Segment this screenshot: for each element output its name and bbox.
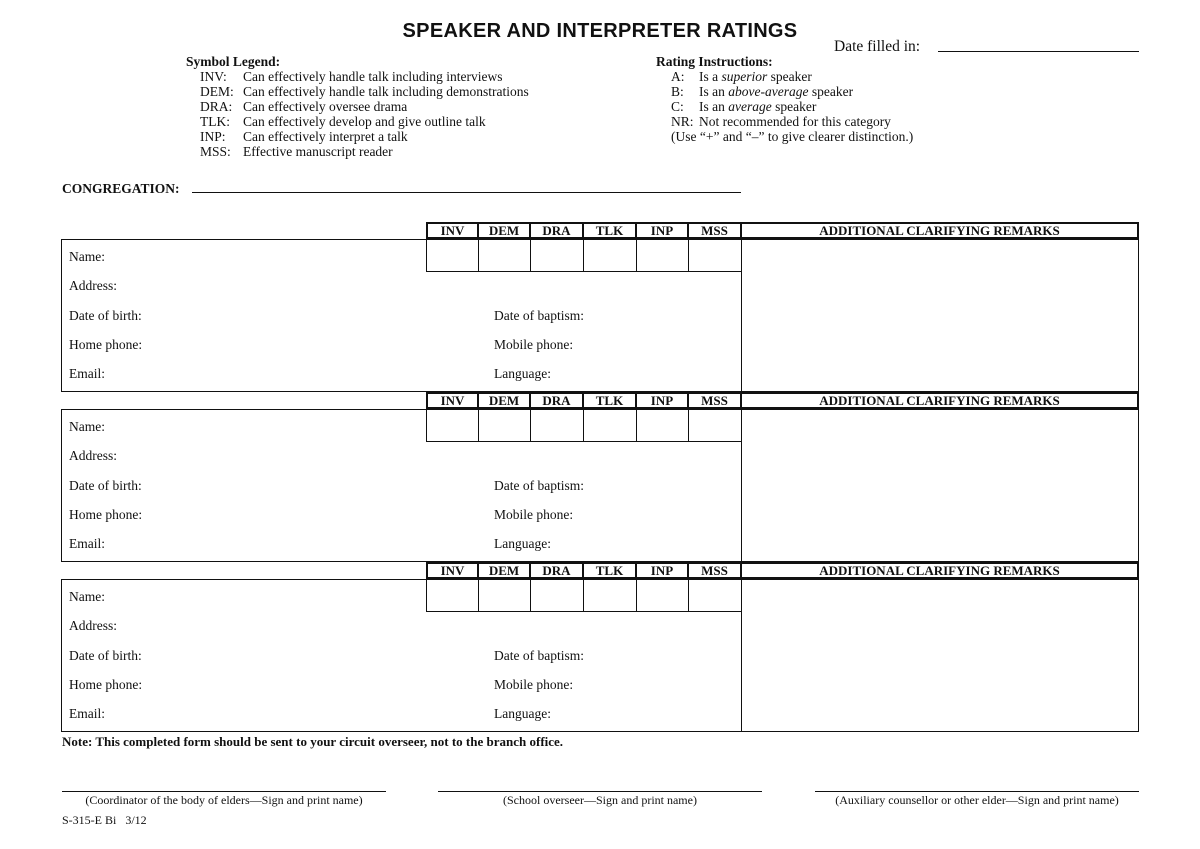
rating-item <box>656 114 913 129</box>
legend-item <box>186 129 529 144</box>
rating-cell-dra[interactable] <box>530 239 584 272</box>
rating-code: NR: <box>671 114 694 129</box>
person-rating-block <box>0 562 1200 732</box>
rating-cell-dem[interactable] <box>478 409 531 442</box>
rating-cell-mss[interactable] <box>688 579 742 612</box>
col-header-inv: INV <box>426 392 479 409</box>
col-header-dra: DRA <box>529 562 584 579</box>
legend-item <box>186 144 529 159</box>
name-label: Name: <box>69 419 105 434</box>
col-header-tlk: TLK <box>582 222 637 239</box>
legend-code: INP: <box>200 129 226 144</box>
rating-note: (Use “+” and “–” to give clearer distinction.) <box>671 129 914 144</box>
date-filled-field[interactable] <box>938 51 1139 52</box>
rating-cell-tlk[interactable] <box>583 239 637 272</box>
date-of-baptism-label: Date of baptism: <box>494 478 584 493</box>
home-phone-label: Home phone: <box>69 677 143 692</box>
signature-line-school-overseer[interactable] <box>438 791 762 792</box>
signature-line-coordinator[interactable] <box>62 791 386 792</box>
legend-text: Can effectively develop and give outline talk <box>243 114 486 129</box>
date-of-birth-label: Date of birth: <box>69 648 142 663</box>
rating-cell-inv[interactable] <box>426 409 479 442</box>
legend-item <box>186 69 529 84</box>
rating-cell-tlk[interactable] <box>583 579 637 612</box>
mobile-phone-label: Mobile phone: <box>494 677 574 692</box>
rating-cell-dem[interactable] <box>478 239 531 272</box>
col-header-tlk: TLK <box>582 392 637 409</box>
remarks-header: ADDITIONAL CLARIFYING REMARKS <box>740 562 1139 579</box>
rating-code: B: <box>671 84 684 99</box>
rating-cell-inp[interactable] <box>636 239 689 272</box>
name-label: Name: <box>69 589 105 604</box>
remarks-header: ADDITIONAL CLARIFYING REMARKS <box>740 392 1139 409</box>
rating-text-post: speaker <box>808 84 854 99</box>
legend-text: Can effectively handle talk including demonstrations <box>243 84 529 99</box>
legend-text: Can effectively oversee drama <box>243 99 408 114</box>
congregation-label: CONGREGATION: <box>62 181 180 196</box>
remarks-field[interactable] <box>741 239 1139 392</box>
person-rating-block <box>0 222 1200 392</box>
rating-cell-dra[interactable] <box>530 579 584 612</box>
rating-text-em: above-average <box>728 84 809 99</box>
home-phone-label: Home phone: <box>69 507 143 522</box>
language-label: Language: <box>494 366 551 381</box>
rating-text-em: superior <box>721 69 768 84</box>
col-header-inp: INP <box>635 392 689 409</box>
symbol-legend-heading: Symbol Legend: <box>186 54 281 69</box>
form-title: SPEAKER AND INTERPRETER RATINGS <box>402 20 798 42</box>
date-filled-label: Date filled in: <box>834 38 921 55</box>
legend-text: Can effectively interpret a talk <box>243 129 408 144</box>
person-rating-block <box>0 392 1200 562</box>
signature-line-auxiliary[interactable] <box>815 791 1139 792</box>
col-header-inv: INV <box>426 222 479 239</box>
remarks-field[interactable] <box>741 579 1139 732</box>
legend-text: Can effectively handle talk including interviews <box>243 69 503 84</box>
mobile-phone-label: Mobile phone: <box>494 507 574 522</box>
rating-cell-inv[interactable] <box>426 239 479 272</box>
email-label: Email: <box>69 536 105 551</box>
rating-cell-mss[interactable] <box>688 409 742 442</box>
legend-item <box>186 99 529 114</box>
rating-instructions <box>656 54 913 144</box>
rating-text <box>699 99 816 114</box>
rating-cell-inv[interactable] <box>426 579 479 612</box>
rating-text-pre: Is an <box>699 84 729 99</box>
rating-cell-dra[interactable] <box>530 409 584 442</box>
rating-item <box>656 84 913 99</box>
rating-cell-inp[interactable] <box>636 409 689 442</box>
rating-text-pre: Is an <box>699 99 729 114</box>
remarks-field[interactable] <box>741 409 1139 562</box>
language-label: Language: <box>494 706 551 721</box>
legend-code: INV: <box>200 69 227 84</box>
rating-code: C: <box>671 99 684 114</box>
date-of-baptism-label: Date of baptism: <box>494 648 584 663</box>
language-label: Language: <box>494 536 551 551</box>
rating-cell-inp[interactable] <box>636 579 689 612</box>
address-label: Address: <box>69 618 117 633</box>
legend-code: TLK: <box>200 114 230 129</box>
signature-caption-auxiliary: (Auxiliary counsellor or other elder—Sign and print name) <box>835 793 1119 807</box>
rating-cell-mss[interactable] <box>688 239 742 272</box>
rating-text: Not recommended for this category <box>699 114 891 129</box>
legend-code: MSS: <box>200 144 231 159</box>
col-header-mss: MSS <box>687 222 742 239</box>
col-header-inp: INP <box>635 222 689 239</box>
legend-item <box>186 114 529 129</box>
form-code: S-315-E Bi 3/12 <box>62 813 147 827</box>
address-label: Address: <box>69 278 117 293</box>
email-label: Email: <box>69 706 105 721</box>
address-label: Address: <box>69 448 117 463</box>
rating-item <box>656 99 913 114</box>
home-phone-label: Home phone: <box>69 337 143 352</box>
rating-item <box>656 69 913 84</box>
date-of-birth-label: Date of birth: <box>69 478 142 493</box>
col-header-mss: MSS <box>687 562 742 579</box>
rating-cell-dem[interactable] <box>478 579 531 612</box>
col-header-dra: DRA <box>529 222 584 239</box>
legend-text: Effective manuscript reader <box>243 144 393 159</box>
rating-text-post: speaker <box>767 69 812 84</box>
rating-text-pre: Is a <box>699 69 722 84</box>
rating-text-post: speaker <box>771 99 817 114</box>
col-header-dra: DRA <box>529 392 584 409</box>
legend-item <box>186 84 529 99</box>
congregation-field[interactable] <box>192 192 741 193</box>
legend-code: DEM: <box>200 84 234 99</box>
date-of-birth-label: Date of birth: <box>69 308 142 323</box>
col-header-dem: DEM <box>477 562 531 579</box>
date-of-baptism-label: Date of baptism: <box>494 308 584 323</box>
form-note: Note: This completed form should be sent to your circuit overseer, not to the branch office. <box>62 734 564 749</box>
mobile-phone-label: Mobile phone: <box>494 337 574 352</box>
signature-caption-school-overseer: (School overseer—Sign and print name) <box>503 793 697 807</box>
col-header-inv: INV <box>426 562 479 579</box>
rating-text <box>699 84 853 99</box>
col-header-inp: INP <box>635 562 689 579</box>
col-header-dem: DEM <box>477 392 531 409</box>
rating-text <box>699 69 812 84</box>
symbol-legend <box>186 54 529 159</box>
signature-caption-coordinator: (Coordinator of the body of elders—Sign and print name) <box>85 793 363 807</box>
col-header-mss: MSS <box>687 392 742 409</box>
legend-code: DRA: <box>200 99 233 114</box>
col-header-tlk: TLK <box>582 562 637 579</box>
name-label: Name: <box>69 249 105 264</box>
rating-code: A: <box>671 69 685 84</box>
col-header-dem: DEM <box>477 222 531 239</box>
rating-cell-tlk[interactable] <box>583 409 637 442</box>
rating-text-em: average <box>728 99 772 114</box>
email-label: Email: <box>69 366 105 381</box>
remarks-header: ADDITIONAL CLARIFYING REMARKS <box>740 222 1139 239</box>
rating-instructions-heading: Rating Instructions: <box>656 54 773 69</box>
